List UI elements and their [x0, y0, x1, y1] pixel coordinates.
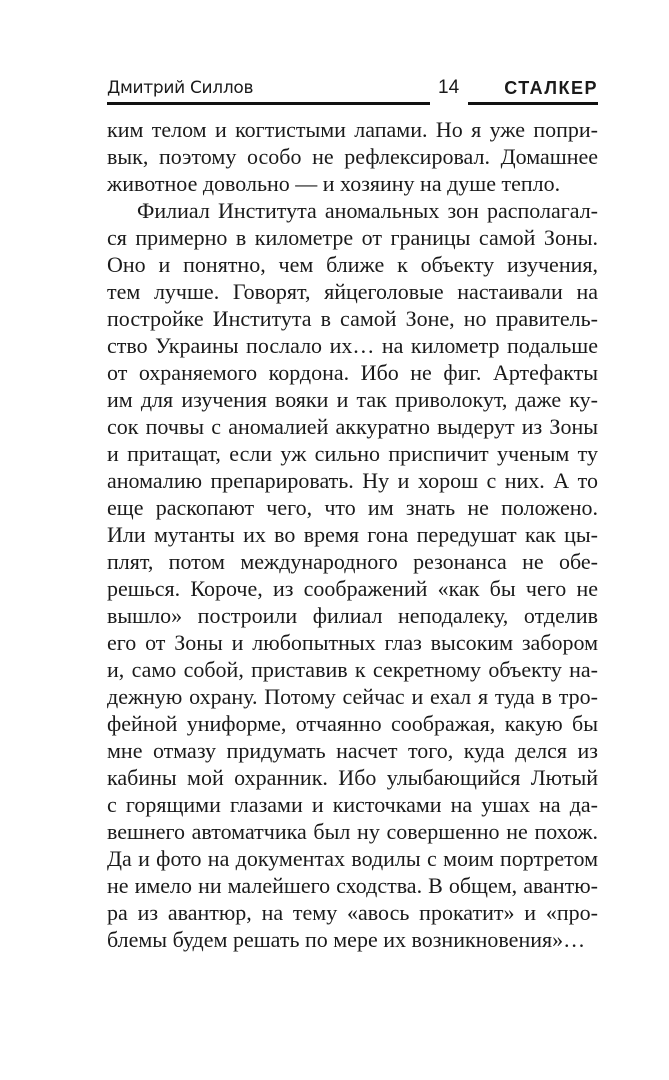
text-line: и притащат, если уж сильно приспичит ученым ту: [107, 441, 598, 466]
text-line: постройке Института в самой Зоне, но правитель-: [107, 306, 598, 331]
text-line: плят, потом международного резонанса не обе-: [107, 549, 598, 574]
running-header-series-title: СТАЛКЕР: [468, 76, 598, 105]
text-line: тем лучше. Говорят, яйцеголовые настаивали на: [107, 279, 598, 304]
text-line: Оно и понятно, чем ближе к объекту изучения,: [107, 252, 598, 277]
text-line: аномалию препарировать. Ну и хорош с них. А то: [107, 468, 598, 493]
text-line: ра из авантюр, на тему «авось прокатит» и «про-: [107, 900, 598, 925]
text-line: дежную охрану. Потому сейчас и ехал я туда в тро-: [107, 684, 598, 709]
text-line: кабины мой охранник. Ибо улыбающийся Лютый: [107, 765, 598, 790]
text-line: ство Украины послало их… на километр подальше: [107, 333, 598, 358]
text-line: с горящими глазами и кисточками на ушах на да-: [107, 792, 598, 817]
page-number: 14: [438, 77, 460, 98]
text-line: ким телом и когтистыми лапами. Но я уже попри-: [107, 117, 598, 142]
running-header: [107, 76, 598, 106]
text-line: вышло» построили филиал неподалеку, отделив: [107, 603, 598, 628]
paragraph: [107, 197, 598, 953]
text-line: мне отмазу придумать насчет того, куда делся из: [107, 738, 598, 763]
text-line: им для изучения вояки и так приволокут, даже ку-: [107, 387, 598, 412]
text-line: еще раскопают чего, что им знать не положено.: [107, 495, 598, 520]
text-line: ся примерно в километре от границы самой Зоны.: [107, 225, 598, 250]
text-line: вык, поэтому особо не рефлексировал. Домашнее: [107, 144, 598, 169]
text-line: Филиал Института аномальных зон располагал-: [137, 198, 598, 223]
text-line: фейной униформе, отчаянно соображая, какую бы: [107, 711, 598, 736]
paragraph: [107, 116, 598, 197]
running-header-author: Дмитрий Силлов: [107, 76, 430, 105]
text-line: Да и фото на документах водилы с моим портретом: [107, 846, 598, 871]
text-line: и, само собой, приставив к секретному объекту на-: [107, 657, 598, 682]
text-line: животное довольно — и хозяину на душе тепло.: [107, 171, 561, 196]
text-line: вешнего автоматчика был ну совершенно не похож.: [107, 819, 598, 844]
text-line: от охраняемого кордона. Ибо не фиг. Артефакты: [107, 360, 598, 385]
text-line: блемы будем решать по мере их возникновения»…: [107, 927, 586, 952]
page-body-text: [107, 116, 598, 953]
text-line: его от Зоны и любопытных глаз высоким забором: [107, 630, 598, 655]
text-line: не имело ни малейшего сходства. В общем, авантю-: [107, 873, 598, 898]
text-line: сок почвы с аномалией аккуратно выдерут из Зоны: [107, 414, 598, 439]
text-line: Или мутанты их во время гона передушат как цы-: [107, 522, 598, 547]
text-line: решься. Короче, из соображений «как бы чего не: [107, 576, 598, 601]
